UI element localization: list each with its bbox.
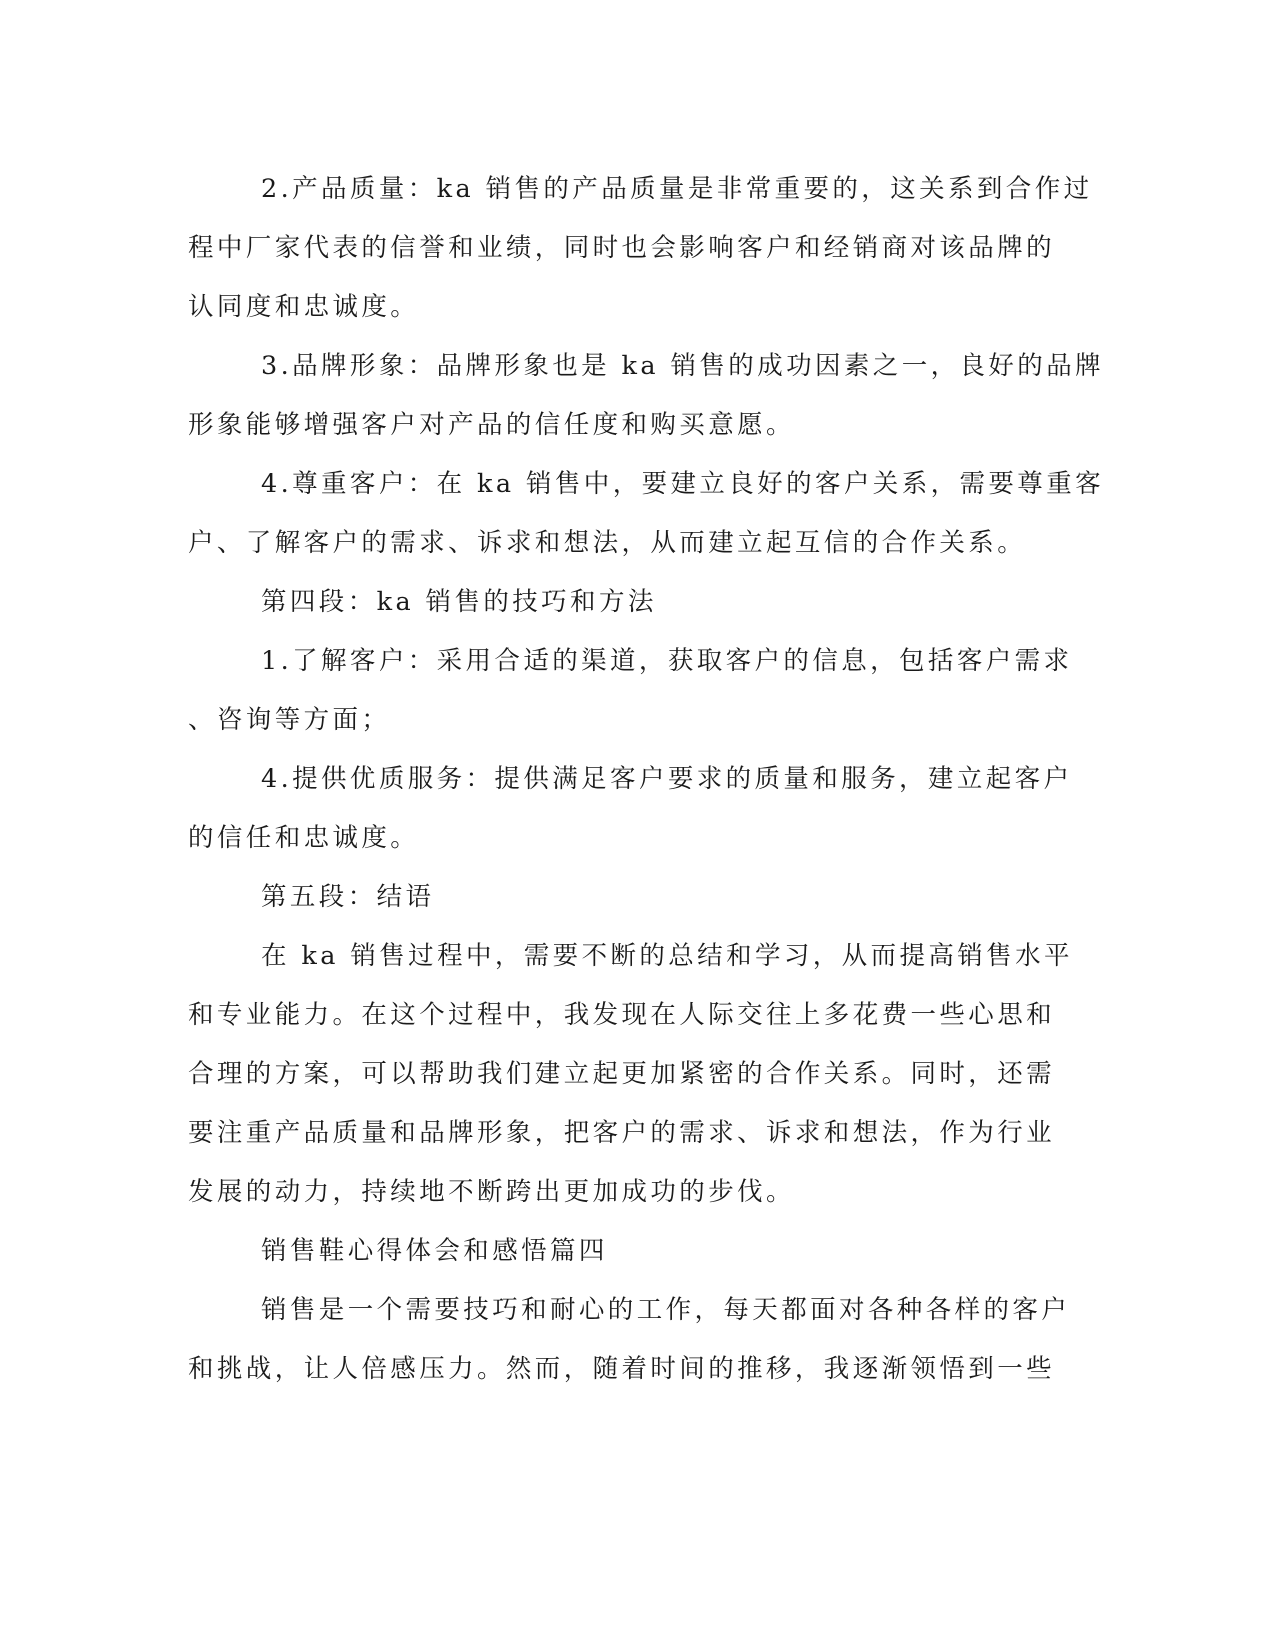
text-line: 合理的方案，可以帮助我们建立起更加紧密的合作关系。同时，还需: [188, 1059, 1056, 1089]
text-line: 形象能够增强客户对产品的信任度和购买意愿。: [188, 410, 795, 440]
text-line: 第四段：ka 销售的技巧和方法: [261, 587, 657, 617]
text-line: 和挑战，让人倍感压力。然而，随着时间的推移，我逐渐领悟到一些: [188, 1354, 1056, 1384]
text-line: 程中厂家代表的信誉和业绩，同时也会影响客户和经销商对该品牌的: [188, 233, 1056, 263]
text-line: 第五段：结语: [261, 882, 435, 912]
text-line: 销售是一个需要技巧和耐心的工作，每天都面对各种各样的客户: [261, 1295, 1071, 1325]
text-line: 户、了解客户的需求、诉求和想法，从而建立起互信的合作关系。: [188, 528, 1027, 558]
text-line: 发展的动力，持续地不断跨出更加成功的步伐。: [188, 1177, 795, 1207]
text-line: 3.品牌形象：品牌形象也是 ka 销售的成功因素之一，良好的品牌: [261, 351, 1104, 381]
text-line: 销售鞋心得体会和感悟篇四: [261, 1236, 608, 1266]
text-line: 认同度和忠诚度。: [188, 292, 420, 322]
document-body: [188, 160, 1104, 1399]
text-line: 4.尊重客户：在 ka 销售中，要建立良好的客户关系，需要尊重客: [261, 469, 1104, 499]
text-line: 要注重产品质量和品牌形象，把客户的需求、诉求和想法，作为行业: [188, 1118, 1056, 1148]
text-line: 在 ka 销售过程中，需要不断的总结和学习，从而提高销售水平: [261, 941, 1073, 971]
text-line: 和专业能力。在这个过程中，我发现在人际交往上多花费一些心思和: [188, 1000, 1056, 1030]
text-line: 、咨询等方面；: [188, 705, 391, 735]
text-line: 4.提供优质服务：提供满足客户要求的质量和服务，建立起客户: [261, 764, 1073, 794]
text-line: 2.产品质量：ka 销售的产品质量是非常重要的，这关系到合作过: [261, 174, 1093, 204]
text-line: 的信任和忠诚度。: [188, 823, 420, 853]
text-line: 1.了解客户：采用合适的渠道，获取客户的信息，包括客户需求: [261, 646, 1073, 676]
